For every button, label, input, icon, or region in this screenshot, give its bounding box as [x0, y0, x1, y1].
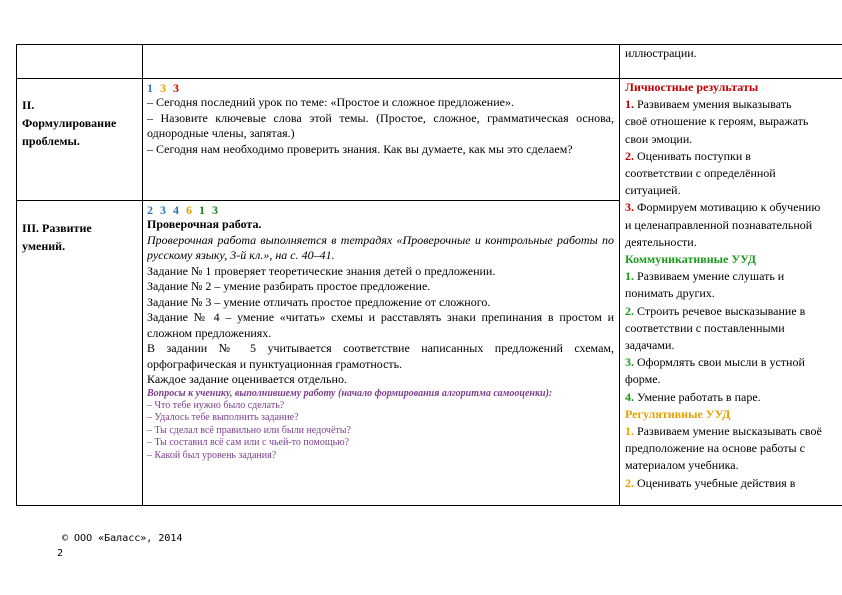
result-text: соответствии с поставленными: [625, 320, 785, 335]
result-text: Умение работать в паре.: [634, 389, 761, 404]
row3-middle-cell: [147, 203, 614, 505]
slide-number: 3: [160, 81, 168, 95]
question-item: – Какой был уровень задания?: [147, 449, 277, 461]
paragraph: – Сегодня нам необходимо проверить знания. Как вы думаете, как мы это сделаем?: [147, 141, 573, 156]
task-description: В задании № 5 учитывается соответствие написанных предложений схемам, орфографическая и пунктуационная грамотность.: [147, 341, 614, 371]
page-number: 2: [57, 548, 64, 559]
section-title: Проверочная работа.: [147, 217, 262, 231]
row1-right-cell: [625, 45, 840, 62]
item-number: 4.: [625, 389, 634, 404]
table-col-divider-2: [619, 44, 620, 506]
task-description: Задание № 1 проверяет теоретические знания детей о предложении.: [147, 263, 496, 278]
question-item: – Ты сделал всё правильно или были недочёты?: [147, 424, 351, 436]
item-number: 1.: [625, 424, 634, 439]
stage-number: II.: [22, 98, 35, 112]
result-text: деятельности.: [625, 234, 697, 249]
regulatory-header: Регулятивные УУД: [625, 406, 731, 421]
result-text: материалом учебника.: [625, 458, 739, 473]
result-text: Развиваем умение слушать и: [634, 269, 785, 284]
item-number: 2.: [625, 148, 634, 163]
task-description: Задание № 3 – умение отличать простое предложение от сложного.: [147, 294, 491, 309]
result-text: задачами.: [625, 338, 675, 353]
result-text: и целенаправленной познавательной: [625, 217, 813, 232]
slide-number: 3: [212, 203, 220, 217]
item-number: 3.: [625, 200, 634, 215]
personal-results-header: Личностные результаты: [625, 80, 759, 94]
slide-number: 3: [173, 81, 181, 95]
results-cell: [625, 79, 842, 504]
task-description: Задание № 4 – умение «читать» схемы и расставлять знаки препинания в простом и сложном предложениях.: [147, 310, 614, 340]
row2-middle-cell: [147, 81, 614, 157]
item-number: 3.: [625, 355, 634, 370]
question-item: – Ты составил всё сам или с чьей-то помощью?: [147, 437, 350, 448]
slide-number: 1: [199, 203, 207, 217]
result-text: своё отношение к героям, выражать: [625, 114, 809, 129]
copyright-footer: © ООО «Баласс», 2014: [62, 533, 183, 544]
task-description: Каждое задание оценивается отдельно.: [147, 372, 347, 386]
result-text: ситуацией.: [625, 183, 681, 198]
slide-numbers: [147, 81, 614, 95]
result-text: предположение на основе работы с: [625, 441, 805, 456]
table-row-divider-2: [16, 200, 620, 201]
table-border-bottom: [16, 505, 842, 506]
task-description: Задание № 2 – умение разбирать простое предложение.: [147, 279, 431, 293]
communicative-header: Коммуникативные УУД: [625, 252, 757, 267]
result-text: Формируем мотивацию к обучению: [634, 200, 821, 215]
result-text: понимать других.: [625, 286, 715, 301]
result-text: Строить речевое высказывание в: [634, 303, 806, 318]
item-number: 1.: [625, 269, 634, 284]
result-text: Развиваем умения выказывать: [634, 97, 792, 112]
slide-number: 1: [147, 81, 155, 95]
paragraph: – Сегодня последний урок по теме: «Простое и сложное предложение».: [147, 95, 514, 109]
result-text: Оценивать учебные действия в: [634, 475, 796, 490]
slide-numbers: [147, 203, 614, 217]
stage-title-line1: Формулирование: [22, 116, 117, 130]
table-border-left: [16, 44, 17, 506]
result-text: соответствии с определённой: [625, 166, 776, 181]
item-number: 2.: [625, 475, 634, 490]
result-text: форме.: [625, 372, 661, 387]
result-text: Оформлять свои мысли в устной: [634, 355, 805, 370]
row3-stage-cell: [22, 219, 140, 255]
stage-title-line2: проблемы.: [22, 134, 80, 148]
slide-number: 2: [147, 203, 155, 217]
slide-number: 4: [173, 203, 181, 217]
result-text: свои эмоции.: [625, 131, 693, 146]
result-text: Развиваем умение высказывать своё: [634, 424, 822, 439]
slide-number: 6: [186, 203, 194, 217]
row1-right-text: иллюстрации.: [625, 46, 697, 60]
item-number: 1.: [625, 97, 634, 112]
stage-title-line2: умений.: [22, 239, 66, 253]
stage-title-line1: III. Развитие: [22, 221, 92, 235]
questions-title: Вопросы к ученику, выполнившему работу (начало формирования алгоритма самооценки):: [147, 387, 553, 399]
slide-number: 3: [160, 203, 168, 217]
result-text: Оценивать поступки в: [634, 148, 751, 163]
question-item: – Удалось тебе выполнить задание?: [147, 412, 299, 423]
row2-stage-cell: [22, 96, 140, 150]
question-item: – Что тебе нужно было сделать?: [147, 399, 285, 411]
item-number: 2.: [625, 303, 634, 318]
table-col-divider-1: [142, 44, 143, 506]
italic-note: Проверочная работа выполняется в тетрадях «Проверочные и контрольные работы по русскому языку, 3-й кл.», на с. 40–41.: [147, 232, 614, 262]
paragraph: – Назовите ключевые слова этой темы. (Простое, сложное, грамматическая основа, однородные члены, запятая.): [147, 110, 614, 140]
